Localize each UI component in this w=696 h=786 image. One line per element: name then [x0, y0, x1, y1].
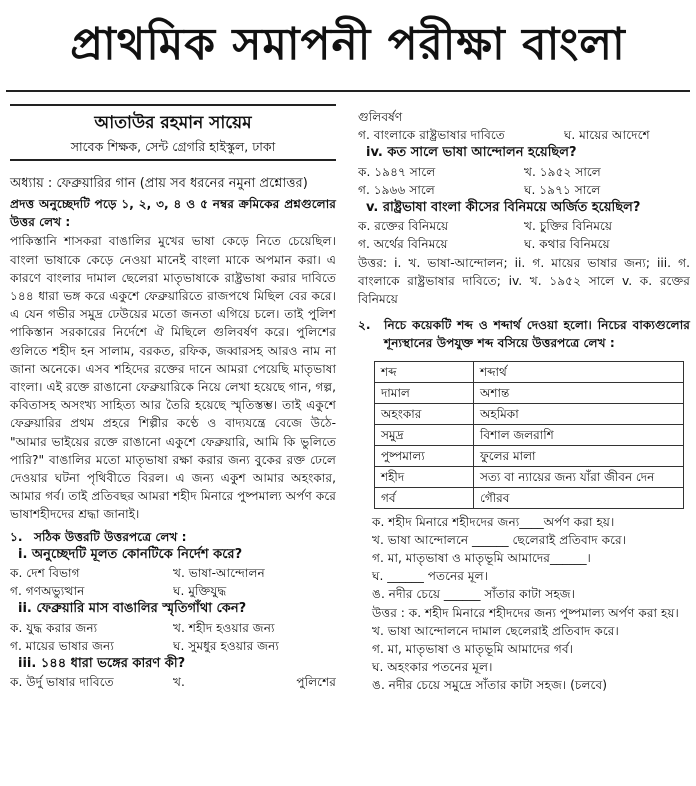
meaning-cell: অহমিকা [474, 403, 684, 424]
section2-heading-text: নিচে কয়েকটি শব্দ ও শব্দার্থ দেওয়া হলো। নিচের বাক্যগুলোর শূন্যস্থানের উপযুক্ত শব্দ বসিয়ে উত্তরপত্রে লেখ : [384, 318, 690, 351]
table-row [375, 382, 684, 403]
question-1: i. অনুচ্ছেদটি মূলত কোনটিকে নির্দেশ করে? [18, 546, 243, 562]
section1-heading-text: সঠিক উত্তরটি উত্তরপত্রে লেখ : [34, 529, 187, 544]
question-3: iii. ১৪৪ ধারা ভঙ্গের কারণ কী? [18, 656, 186, 672]
question-5: v. রাষ্ট্রভাষা বাংলা কীসের বিনিময়ে অর্জিত হয়েছিল? [366, 200, 641, 216]
author-name: আতাউর রহমান সায়েম [94, 113, 252, 133]
question-2: ii. ফেব্রুয়ারি মাস বাঙালির স্মৃতিগাঁথা কেন? [18, 601, 247, 617]
meaning-cell: সত্য বা ন্যায়ের জন্য যাঁরা জীবন দেন [474, 466, 684, 487]
question-1-options [10, 564, 336, 600]
left-column [10, 110, 336, 691]
question-5-options [358, 217, 690, 253]
option: গ. বাংলাকে রাষ্ট্রভাষার দাবিতে [358, 128, 505, 143]
fill-in-the-blanks [358, 513, 690, 604]
table-row [375, 466, 684, 487]
option: খ. পুলিশের [173, 675, 336, 690]
question-3-options-cont [358, 126, 690, 144]
option: ক. রক্তের বিনিময়ে [358, 219, 449, 234]
word-cell: গর্ব [375, 487, 474, 508]
table-row [375, 445, 684, 466]
blank-sentence: ক. শহীদ মিনারে শহীদদের জন্য____অর্পণ করা হয়। [372, 514, 615, 529]
answer-line: ঘ. অহংকার পতনের মূল। [372, 660, 493, 675]
option: গ. মায়ের ভাষার জন্য [10, 638, 114, 653]
word-cell: দামাল [375, 382, 474, 403]
blank-sentence: ঘ. ______ পতনের মূল। [372, 569, 489, 584]
blank-sentence: গ. মা, মাতৃভাষা ও মাতৃভূমি আমাদের______। [372, 551, 591, 566]
option: ঘ. মায়ের আদেশে [563, 128, 650, 143]
option: ঘ. মুক্তিযুদ্ধ [173, 584, 227, 599]
table-row [375, 424, 684, 445]
option: ক. দেশ বিভাগ [10, 566, 80, 581]
option: ক. উর্দু ভাষার দাবিতে [10, 675, 114, 690]
section1-answer: উত্তর: i. খ. ভাষা-আন্দোলন; ii. গ. মায়ের ভাষার জন্য; iii. গ. বাংলাকে রাষ্ট্রভাষার দাবিতে; iv. খ. ১৯৫২ সালে v. ক. রক্তের বিনিময়ে [358, 255, 690, 307]
option: খ. ১৯৫২ সালে [524, 164, 601, 179]
table-header-cell: শব্দার্থ [474, 361, 684, 382]
answer-line: উত্তর : ক. শহীদ মিনারে শহীদদের জন্য পুষ্পমাল্য অর্পণ করা হয়। [372, 605, 679, 620]
blank-sentence: খ. ভাষা আন্দোলনে ______ ছেলেরাই প্রতিবাদ করে। [372, 532, 627, 547]
option: ঘ. ১৯৭১ সালে [524, 182, 601, 197]
word-cell: অহংকার [375, 403, 474, 424]
option: ঘ. কথার বিনিময়ে [524, 237, 610, 252]
option: ক. যুদ্ধ করার জন্য [10, 620, 98, 635]
meaning-cell: বিশাল জলরাশি [474, 424, 684, 445]
author-bottom-rule [10, 159, 336, 161]
answer-line: খ. ভাষা আন্দোলনে দামাল ছেলেরাই প্রতিবাদ করে। [372, 623, 619, 638]
word-cell: পুষ্পমাল্য [375, 445, 474, 466]
option: ঘ. সুমধুর হওয়ার জন্য [173, 638, 279, 653]
passage-text: পাকিস্তানি শাসকরা বাঙালির মুখের ভাষা কেড়ে নিতে চেয়েছিল। বাংলা ভাষাকে কেড়ে নেওয়া মানেই বাংলা মাকে অপমান করা। এ কারণে বাংলার দামাল ছেলেরা মাতৃভাষাকে রাষ্ট্রভাষা করার দাবিতে ১৪৪ ধারা ভঙ্গ করে একুশে ফেব্রুয়ারিতে রাজপথে মিছিল বের করে। এ যেন গভীর সমুদ্র ঢেউয়ের মতো জনতা এগিয়ে চলে। তাই পুলিশ পাকিস্তান সরকারের নির্দেশে ঐ মিছিলে গুলিবর্ষণ করে। পুলিশের গুলিতে শহীদ হন সালাম, বরকত, রফিক, জব্বারসহ আরও নাম না জানা অনেকে। এসব শহিদের রক্তের দানে আমরা পেয়েছি মাতৃভাষা বাংলা। এই রক্তে রাঙানো ফেব্রুয়ারিকে নিয়ে লেখা হয়েছে গান, গল্প, কবিতাসহ অসংখ্য সাহিত্য আর তৈরি হয়েছে স্মৃতিস্তম্ভ। তাই একুশে ফেব্রুয়ারির প্রথম প্রহরে শিল্পীর কণ্ঠে ও বাদ্যযন্ত্রে বেজে উঠে- "আমার ভাইয়ের রক্তে রাঙানো একুশে ফেব্রুয়ারি, আমি কি ভুলিতে পারি?" বাঙালির মতো মাতৃভাষা রক্ষা করার জন্য বুকের রক্ত ঢেলে দেওয়ার ঘটনা পৃথিবীতে বিরল। এ জন্য একুশ আমার অহংকার, আমার গর্ব। তাই প্রতিবছর আমরা শহীদ মিনারে পুষ্পমাল্য অর্পণ করে ভাষাশহীদদের শ্রদ্ধা জানাই। [10, 234, 336, 522]
word-cell: সমুদ্র [375, 424, 474, 445]
table-header-row [375, 361, 684, 382]
answer-line: ঙ. নদীর চেয়ে সমুদ্রে সাঁতার কাটা সহজ। (চলবে) [372, 678, 607, 693]
option: খ. ভাষা-আন্দোলন [173, 566, 265, 581]
option: ক. ১৯৪৭ সালে [358, 164, 436, 179]
title-rule [6, 90, 690, 92]
option: খ. শহীদ হওয়ার জন্য [173, 620, 275, 635]
option-continuation: গুলিবর্ষণ [358, 110, 403, 124]
section1-heading [10, 528, 336, 546]
word-meaning-table [374, 361, 684, 509]
section2-number: ২. [358, 318, 371, 333]
question-4-options [358, 163, 690, 199]
option: খ. চুক্তির বিনিময়ে [524, 219, 613, 234]
option: গ. অর্থের বিনিময়ে [358, 237, 448, 252]
table-row [375, 403, 684, 424]
meaning-cell: গৌরব [474, 487, 684, 508]
section2-heading [358, 316, 690, 352]
right-column [358, 108, 690, 695]
meaning-cell: ফুলের মালা [474, 445, 684, 466]
section1-number: ১. [10, 529, 23, 544]
instruction-text: প্রদত্ত অনুচ্ছেদটি পড়ে ১, ২, ৩, ৪ ও ৫ নম্বর ক্রমিকের প্রশ্নগুলোর উত্তর লেখ : [10, 197, 336, 230]
question-2-options [10, 619, 336, 655]
author-top-rule [10, 104, 336, 106]
meaning-cell: অশান্ত [474, 382, 684, 403]
author-designation: সাবেক শিক্ষক, সেন্ট গ্রেগরি হাইস্কুল, ঢাকা [70, 139, 276, 154]
word-cell: শহীদ [375, 466, 474, 487]
option: গ. ১৯৬৬ সালে [358, 182, 435, 197]
question-3-options [10, 673, 336, 691]
blank-sentence: ঙ. নদীর চেয়ে ______ সাঁতার কাটা সহজ। [372, 587, 576, 602]
page-title: প্রাথমিক সমাপনী পরীক্ষা বাংলা [70, 19, 626, 70]
table-header-cell: শব্দ [375, 361, 474, 382]
answer-line: গ. মা, মাতৃভাষা ও মাতৃভূমি আমাদের গর্ব। [372, 642, 573, 657]
table-row [375, 487, 684, 508]
section2-answers [358, 604, 690, 695]
option: গ. গণঅভ্যুত্থান [10, 584, 85, 599]
chapter-title: অধ্যায় : ফেব্রুয়ারির গান (প্রায় সব ধরনের নমুনা প্রশ্নোত্তর) [10, 176, 308, 191]
question-4: iv. কত সালে ভাষা আন্দোলন হয়েছিল? [366, 145, 577, 161]
